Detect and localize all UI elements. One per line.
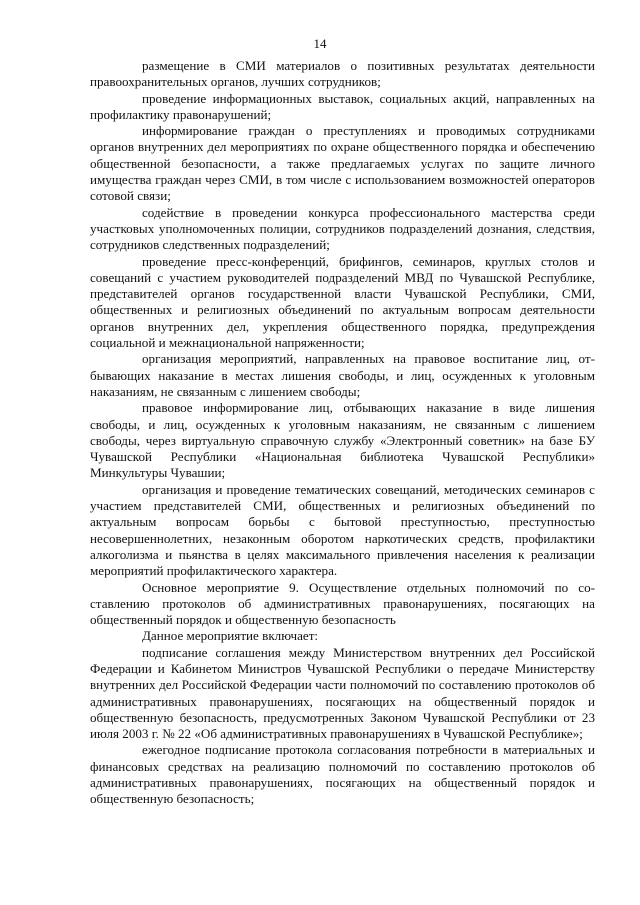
paragraph-legal-informing: правовое информирование лиц, отбывающих наказание в виде лишения свободы, и лиц, осужденных к уголовным наказаниям, не связанным с лишением свободы, через виртуальную справочную службу «Электронный советник» на базе БУ Чувашской Республики «Национальная библиотека Чувашской Республики» Минкультуры Чувашии; — [90, 400, 595, 481]
paragraph-annual-protocol: ежегодное подписание протокола согласования потребности в материальных и финансовых средствах на реализацию полномочий по составлению протоколов об административных правонарушениях, посягающих на общественный порядок и общественную безопасность; — [90, 742, 595, 807]
page-number: 14 — [313, 36, 327, 51]
paragraph-contest: содействие в проведении конкурса профессионального мастерства среди участковых уполномоченных полиции, сотрудников подразделений дознания, следствия, сотрудников следственных подразделений; — [90, 204, 595, 253]
paragraph-activity-includes: Данное мероприятие включает: — [142, 628, 319, 644]
paragraph-legal-education: организация мероприятий, направленных на правовое воспитание лиц, отбывающих наказание в местах лишения свободы, и лиц, осужденных к уголовным наказаниям, не связанным с лишением свободы; — [90, 351, 595, 399]
paragraph-exhibitions: проведение информационных выставок, социальных акций, направленных на профилактику правонарушений; — [90, 90, 595, 122]
paragraph-informing-citizens: информирование граждан о преступлениях и проводимых сотрудниками органов внутренних дел мероприятиях по охране общественного порядка и обеспечению общественной безопасности, а также предлагаемых услугах по защите личного имущества граждан через СМИ, в том числе с использованием возможностей операторов сотовой связи; — [90, 123, 595, 204]
paragraph-thematic-meetings: организация и проведение тематических совещаний, методических семинаров с участием представителей СМИ, общественных и религиозных объединений по актуальным вопросам борьбы с бытовой преступностью, преступностью несовершеннолетних, незаконным оборотом наркотических средств, профилактики алкоголизма и пьянства в целях максимального привлечения населения к реализации мероприятий профилактического характера. — [90, 481, 595, 579]
paragraph-press-conferences: проведение пресс-конференций, брифингов, семинаров, круглых столов и совещаний с участием руководителей подразделений МВД по Чувашской Республике, представителей органов государственной власти Чувашской Республики, СМИ, общественных и религиозных объединений по актуальным вопросам деятельности органов внутренних дел, укрепления общественного порядка, предупреждения социальной и межнациональной напряженности; — [90, 253, 595, 351]
paragraph-agreement-signing: подписание соглашения между Министерством внутренних дел Российской Федерации и Кабинетом Министров Чувашской Республики о передаче Министерству внутренних дел Российской Федерации части полномочий по составлению протоколов об административных правонарушениях, посягающих на общественный порядок и общественную безопасность, предусмотренных Законом Чувашской Республики от 23 июля 2003 г. № 22 «Об административных правонарушениях в Чувашской Республике»; — [90, 644, 595, 742]
paragraph-media-publication: размещение в СМИ материалов о позитивных результатах деятельности правоохранительных органов, лучших сотрудников; — [90, 58, 595, 90]
paragraph-main-activity-9: Основное мероприятие 9. Осуществление отдельных полномочий по составлению протоколов об административных правонарушениях, посягающих на общественный порядок и общественную безопасность — [90, 579, 595, 628]
document-body — [90, 58, 595, 808]
